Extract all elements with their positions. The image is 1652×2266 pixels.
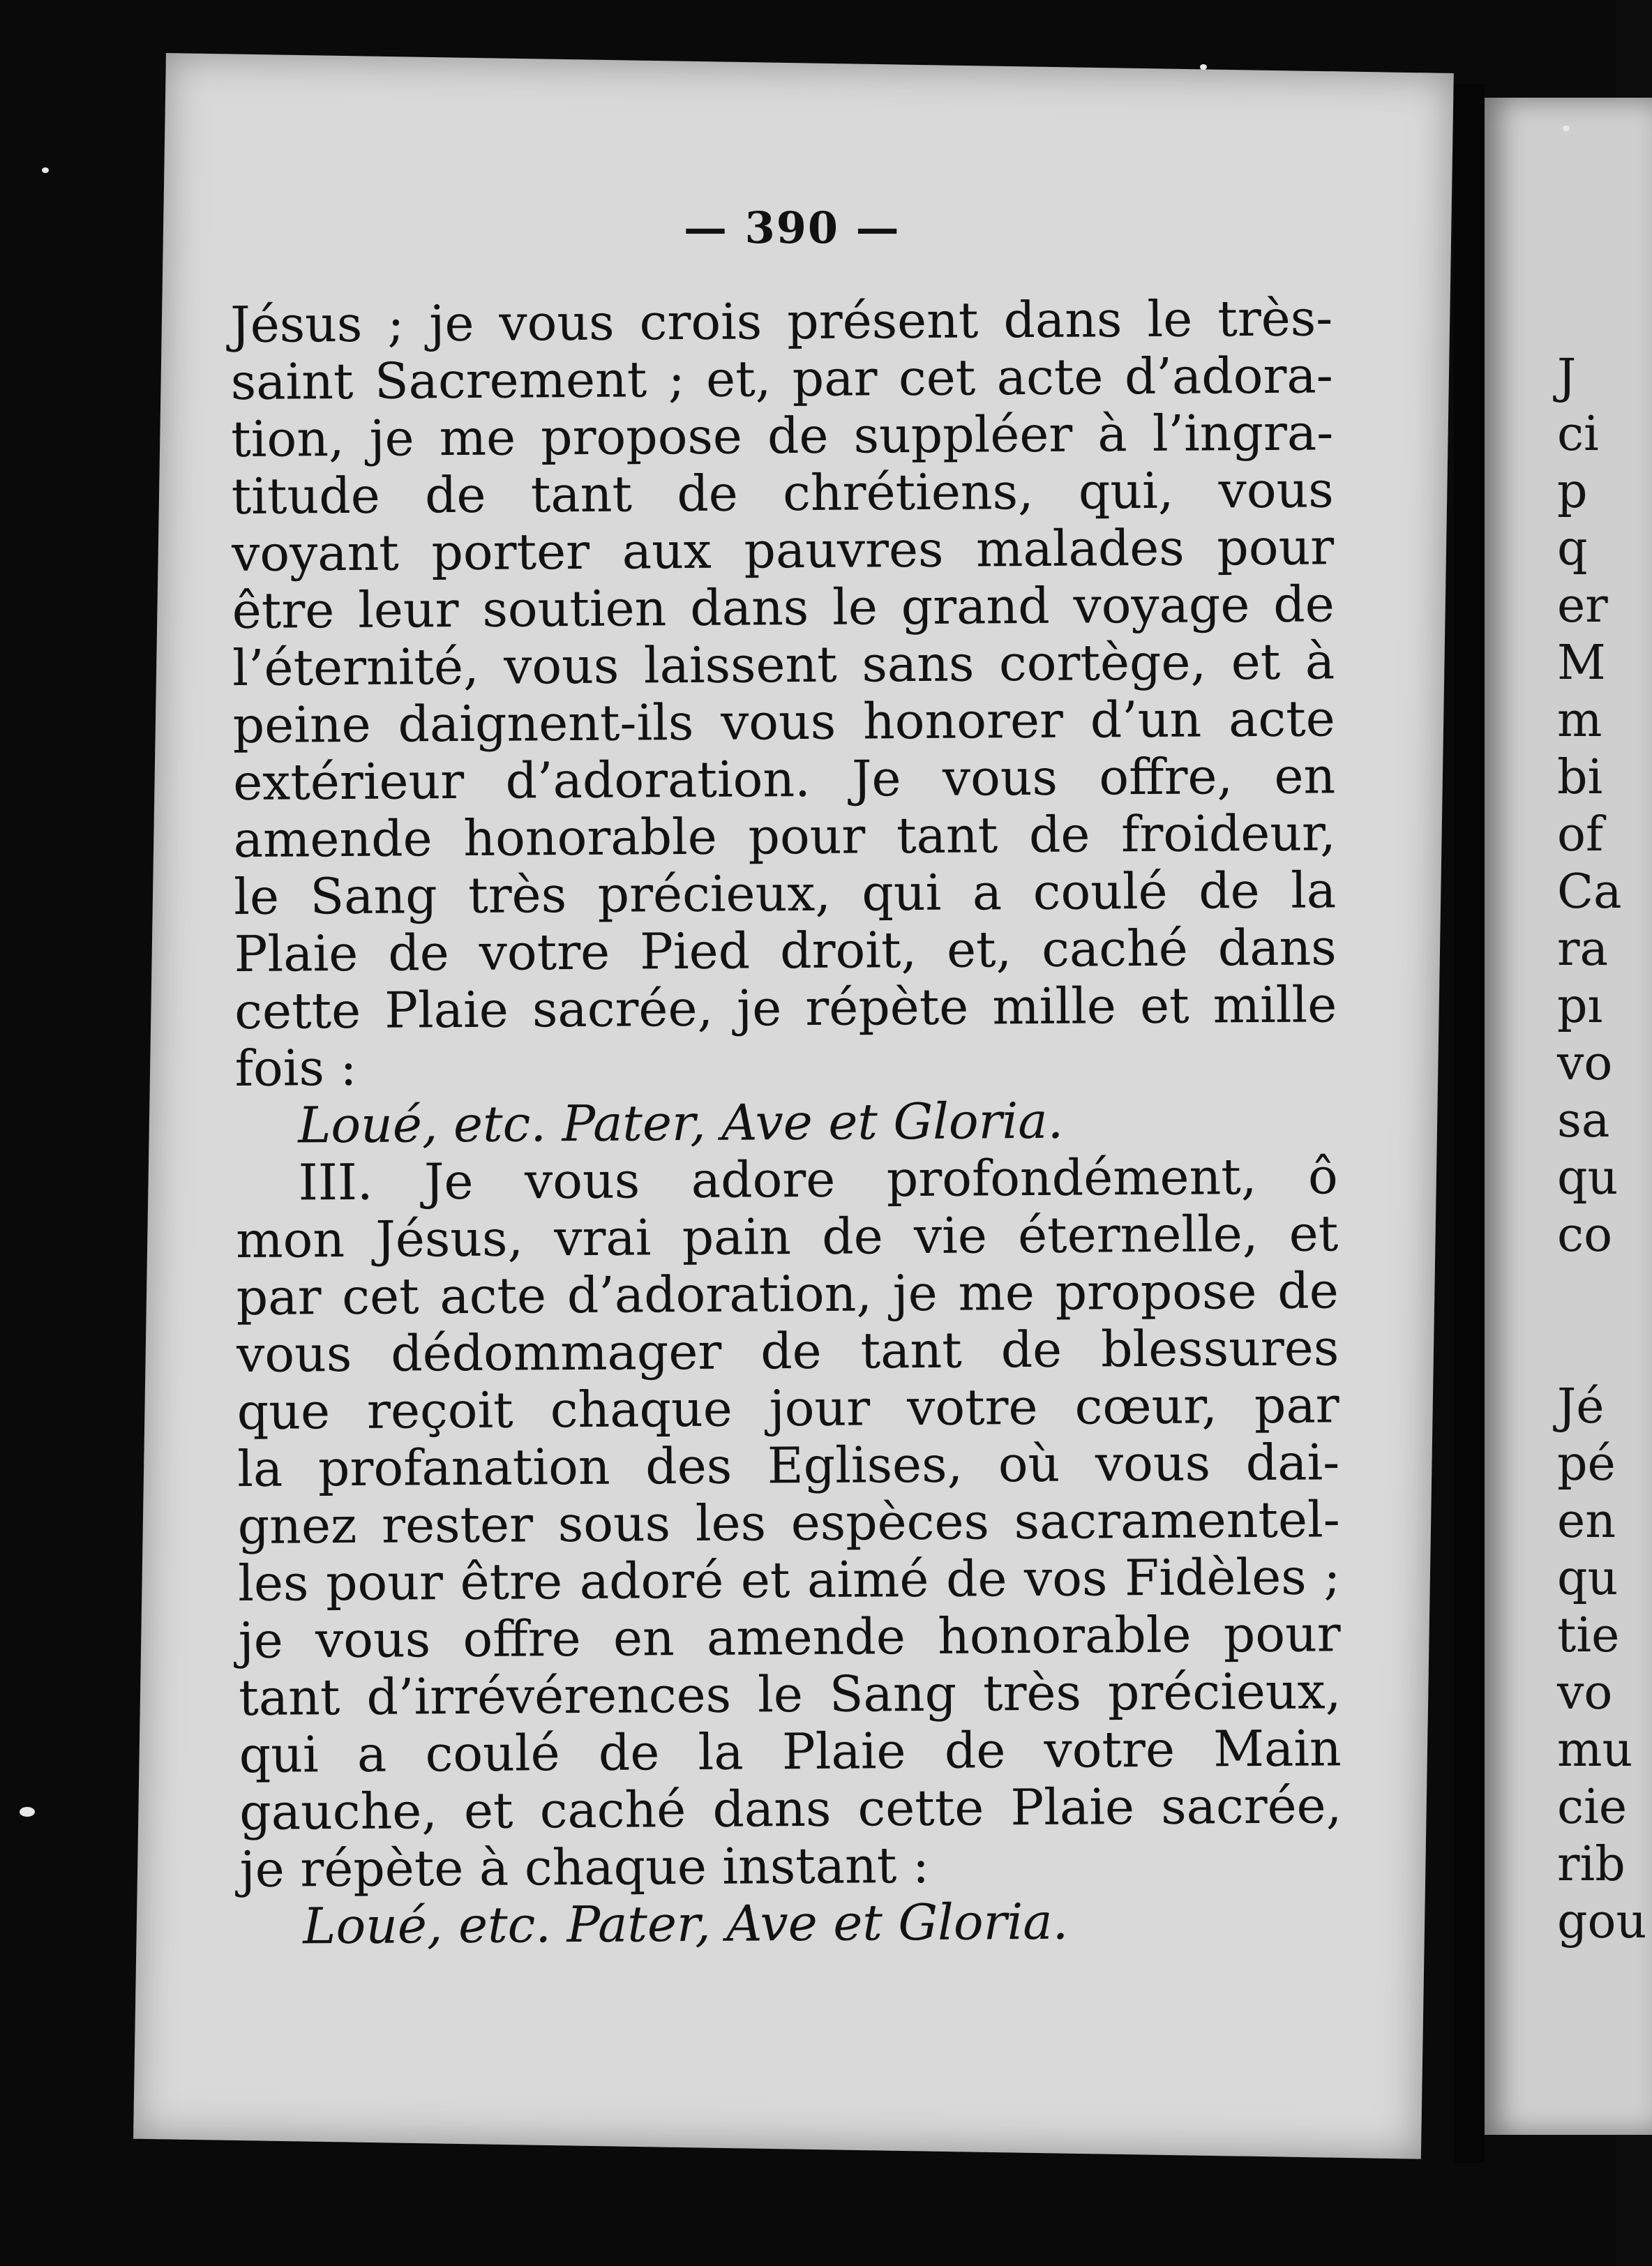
fragment: mu: [1557, 1723, 1633, 1778]
text-line: extérieur d’adoration. Je vous offre, en: [233, 746, 1336, 811]
fragment: ra: [1557, 922, 1609, 977]
text-line: que reçoit chaque jour votre cœur, par: [236, 1376, 1339, 1441]
fragment: sa: [1557, 1093, 1610, 1148]
fragment: p: [1557, 464, 1588, 519]
refrain-line: Loué, etc. Pater, Ave et Gloria.: [303, 1892, 1069, 1956]
dust-speck: [1200, 64, 1207, 70]
dust-speck: [1563, 126, 1570, 131]
fragment: qu: [1557, 1150, 1619, 1206]
fragment: cie: [1557, 1780, 1628, 1835]
text-line: tant d’irrévérences le Sang très précieux,: [239, 1662, 1342, 1727]
fragment: q: [1557, 521, 1588, 576]
fragment: M: [1557, 636, 1606, 691]
page-gutter: [1454, 84, 1485, 2163]
text-line: saint Sacrement ; et, par cet acte d’adora-: [230, 346, 1333, 411]
fragment: tie: [1557, 1608, 1620, 1663]
fragment: Ca: [1557, 864, 1622, 920]
fragment: of: [1557, 807, 1604, 862]
text-line: peine daignent-ils vous honorer d’un acte: [232, 689, 1335, 754]
text-line: Jésus ; je vous crois présent dans le très-: [230, 289, 1333, 354]
text-line: cette Plaie sacrée, je répète mille et mille: [234, 975, 1337, 1040]
dust-speck: [20, 1807, 35, 1817]
fragment: m: [1557, 693, 1602, 748]
fragment-gap: [1557, 1264, 1646, 1379]
text-line: par cet acte d’adoration, je me propose de: [236, 1261, 1339, 1326]
text-line: gauche, et caché dans cette Plaie sacrée,: [239, 1776, 1342, 1841]
adjacent-page-text: [1557, 349, 1646, 1951]
fragment: er: [1557, 578, 1608, 633]
fragment: J: [1557, 350, 1577, 405]
text-line: être leur soutien dans le grand voyage de: [232, 575, 1335, 640]
text-line: amende honorable pour tant de froideur,: [233, 804, 1336, 869]
fragment: pé: [1557, 1436, 1616, 1492]
fragment: vo: [1557, 1665, 1613, 1720]
fragment: co: [1557, 1208, 1613, 1263]
text-line: mon Jésus, vrai pain de vie éternelle, et: [236, 1204, 1339, 1269]
text-line: vous dédommager de tant de blessures: [236, 1319, 1339, 1383]
refrain-line: Loué, etc. Pater, Ave et Gloria.: [298, 1091, 1064, 1155]
text-line: fois :: [234, 1038, 357, 1097]
text-line: titude de tant de chrétiens, qui, vous: [231, 460, 1334, 525]
text-line: les pour être adoré et aimé de vos Fidèles ;: [238, 1547, 1341, 1612]
fragment: gou: [1557, 1894, 1647, 1949]
text-line: qui a coulé de la Plaie de votre Main: [239, 1719, 1342, 1784]
body-text: [230, 290, 1342, 1956]
page-number: — 390 —: [684, 202, 901, 253]
text-line: je répète à chaque instant :: [239, 1836, 930, 1898]
text-line: gnez rester sous les espèces sacramentel-: [237, 1490, 1340, 1555]
fragment: qu: [1557, 1551, 1619, 1606]
fragment: pı: [1557, 979, 1603, 1034]
fragment: bi: [1557, 750, 1603, 805]
section-heading-line: III. Je vous adore profondément, ô: [298, 1147, 1338, 1212]
text-line: tion, je me propose de suppléer à l’ingra-: [230, 403, 1334, 468]
fragment: rib: [1557, 1837, 1625, 1892]
fragment: ci: [1557, 407, 1599, 462]
fragment: en: [1557, 1494, 1616, 1549]
text-line: la profanation des Eglises, où vous dai-: [237, 1433, 1340, 1498]
fragment: Jé: [1557, 1379, 1605, 1434]
dust-speck: [42, 167, 49, 173]
text-line: Plaie de votre Pied droit, et, caché dans: [234, 918, 1337, 983]
fragment: vo: [1557, 1036, 1613, 1091]
text-line: le Sang très précieux, qui a coulé de la: [234, 861, 1337, 926]
text-line: l’éternité, vous laissent sans cortège, et à: [232, 632, 1335, 697]
text-line: je vous offre en amende honorable pour: [238, 1605, 1341, 1670]
text-line: voyant porter aux pauvres malades pour: [231, 518, 1335, 583]
